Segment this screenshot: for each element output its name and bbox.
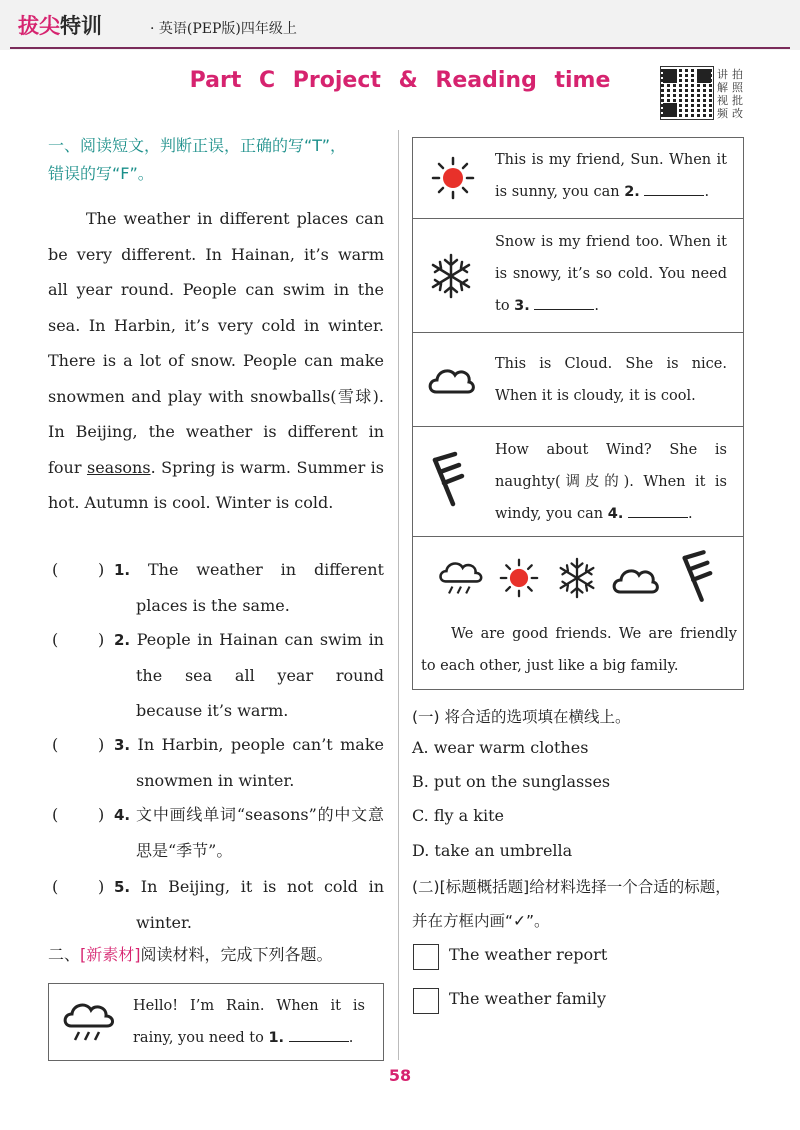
answer-blank[interactable]: ) xyxy=(98,630,105,649)
question-3: ( ) 3. In Harbin, people can’t make snowmen in winter. xyxy=(48,727,384,798)
option-a: A. wear warm clothes xyxy=(412,738,589,757)
fill-blank[interactable] xyxy=(628,503,688,518)
row-divider xyxy=(413,218,743,219)
wind-icon xyxy=(427,450,467,508)
sun-card-text: This is my friend, Sun. When it is sunny, you can 2. . xyxy=(495,152,727,200)
choice-weather-family: The weather family xyxy=(449,989,607,1008)
rain-card xyxy=(48,983,384,1061)
sun-icon xyxy=(499,558,539,598)
option-d: D. take an umbrella xyxy=(412,841,573,860)
snowflake-icon xyxy=(557,556,597,600)
option-c: C. fly a kite xyxy=(412,806,504,825)
wind-icon xyxy=(677,548,715,604)
qr-code-icon[interactable] xyxy=(660,66,714,120)
row-divider xyxy=(413,332,743,333)
part2-instruction: (二)[标题概括题]给材料选择一个合适的标题，并在方框内画“✓”。 xyxy=(412,878,731,930)
brand-logo: 拔尖特训 xyxy=(18,14,102,38)
qr-label: 讲 拍 解 照 视 批 频 改 xyxy=(717,68,743,120)
cloud-card-text: This is Cloud. She is nice. When it is cloudy, it is cool. xyxy=(495,356,727,404)
column-divider xyxy=(398,130,399,1060)
sun-icon xyxy=(431,156,475,200)
underlined-word: seasons xyxy=(86,457,151,477)
rain-card-text: Hello! I’m Rain. When it is rainy, you need to 1. . xyxy=(133,998,365,1046)
fill-blank[interactable] xyxy=(289,1027,349,1042)
page-number: 58 xyxy=(388,1066,412,1085)
section2-instruction: 二、[新素材]阅读材料，完成下列各题。 xyxy=(48,945,333,964)
answer-blank[interactable]: ) xyxy=(98,877,105,896)
section1-instruction: 一、阅读短文，判断正误，正确的写“T”， 错误的写“F”。 xyxy=(48,136,347,183)
question-1: ( ) 1. The weather in different places is the same. xyxy=(48,552,384,623)
snowflake-icon xyxy=(429,252,473,300)
answer-blank[interactable]: ) xyxy=(98,560,105,579)
reading-passage: The weather in different places can be very different. In Hainan, it’s warm all year round. People can swim in the sea. In Harbin, it’s very cold in winter. There is a lot of snow. People can make snowmen and play with snowballs(雪球). In Beijing, the weather is different in four seasons. Spring is warm. Summer is hot. Autumn is cool. Winter is cold. xyxy=(48,209,385,512)
snow-card-text: Snow is my friend too. When it is snowy, it’s so cold. You need to 3. . xyxy=(495,234,727,314)
cloud-icon xyxy=(611,564,659,596)
cloud-icon xyxy=(427,364,475,396)
option-b: B. put on the sunglasses xyxy=(412,772,611,791)
book-subtitle: · 英语(PEP版)四年级上 xyxy=(150,21,297,37)
wind-card-text: How about Wind? She is naughty(调皮的). When it is windy, you can 4. . xyxy=(495,442,727,522)
checkbox-weather-family[interactable] xyxy=(413,988,439,1014)
answer-blank[interactable]: ) xyxy=(98,735,105,754)
page-header xyxy=(0,0,800,50)
answer-blank[interactable]: ) xyxy=(98,805,105,824)
question-2: ( ) 2. People in Hainan can swim in the sea all year round because it’s warm. xyxy=(48,622,384,728)
choice-weather-report: The weather report xyxy=(449,945,608,964)
page-title: Part C Project & Reading time xyxy=(189,68,611,93)
weather-story-card xyxy=(412,137,744,690)
fill-blank[interactable] xyxy=(534,295,594,310)
row-divider xyxy=(413,426,743,427)
checkbox-weather-report[interactable] xyxy=(413,944,439,970)
row-divider xyxy=(413,536,743,537)
header-rule xyxy=(10,47,790,49)
rain-cloud-icon xyxy=(61,998,117,1046)
rain-cloud-icon xyxy=(437,556,485,600)
part1-instruction: (一) 将合适的选项填在横线上。 xyxy=(412,708,631,726)
question-4: ( ) 4. 文中画线单词“seasons”的中文意思是“季节”。 xyxy=(48,797,384,868)
friends-card-text: We are good friends. We are friendly to each other, just like a big family. xyxy=(421,626,737,674)
fill-blank[interactable] xyxy=(644,181,704,196)
question-5: ( ) 5. In Beijing, it is not cold in winter. xyxy=(48,869,384,940)
